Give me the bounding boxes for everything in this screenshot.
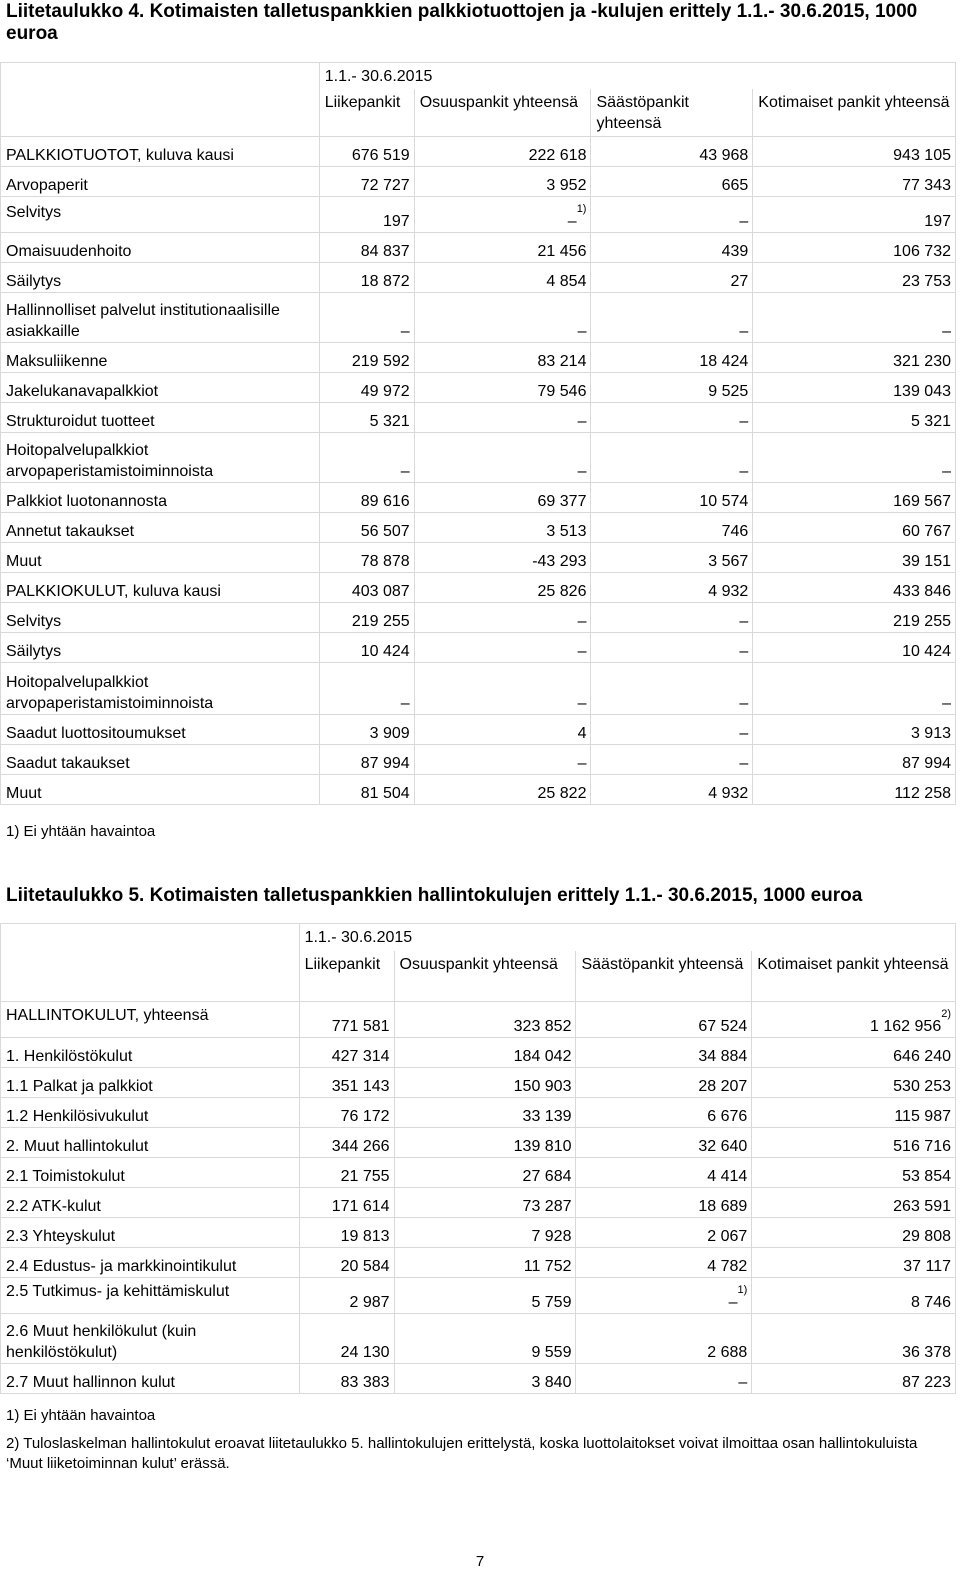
cell: 516 716	[752, 1128, 956, 1158]
row-label: 2.6 Muut henkilökulut (kuin henkilöstökulut)	[1, 1314, 300, 1364]
cell: 4 932	[591, 573, 753, 603]
cell: 5 759	[394, 1278, 576, 1314]
row-label: Annetut takaukset	[1, 513, 320, 543]
cell: 10 424	[319, 633, 414, 663]
cell: 219 592	[319, 343, 414, 373]
table-row	[1, 1364, 956, 1394]
cell: –	[414, 603, 591, 633]
cell: 433 846	[753, 573, 956, 603]
row-label: Maksuliikenne	[1, 343, 320, 373]
cell: 21 755	[299, 1158, 394, 1188]
row-label: PALKKIOKULUT, kuluva kausi	[1, 573, 320, 603]
cell: 87 994	[753, 745, 956, 775]
cell: 27 684	[394, 1158, 576, 1188]
table4-footnote: 1) Ei yhtään havaintoa	[6, 823, 156, 840]
cell: 6 676	[576, 1098, 752, 1128]
cell: 25 822	[414, 775, 591, 805]
cell: 1 162 956$^{2)}$	[752, 1002, 956, 1038]
cell: 39 151	[753, 543, 956, 573]
cell: 84 837	[319, 233, 414, 263]
cell: 28 207	[576, 1068, 752, 1098]
table5-footnote-2: 2) Tuloslaskelman hallintokulut eroavat liitetaulukko 5. hallintokulujen erittelystä, koska luottolaitokset voivat ilmoittaa osan hallintokuluista ‘Muut liiketoiminnan kulut’ erässä.	[6, 1435, 918, 1472]
cell: 219 255	[753, 603, 956, 633]
cell: 2 067	[576, 1218, 752, 1248]
cell: 2 987	[299, 1278, 394, 1314]
cell: 87 223	[752, 1364, 956, 1394]
footnote-mark: 2)	[941, 1008, 951, 1020]
table5-title: Liitetaulukko 5. Kotimaisten talletuspankkien hallintokulujen erittely 1.1.- 30.6.2015, 1000 euroa	[6, 885, 863, 906]
cell: 5 321	[319, 403, 414, 433]
row-label: Saadut luottositoumukset	[1, 715, 320, 745]
cell: 76 172	[299, 1098, 394, 1128]
table-row	[1, 167, 956, 197]
cell: 87 994	[319, 745, 414, 775]
cell: 36 378	[752, 1314, 956, 1364]
table5-footnote-1: 1) Ei yhtään havaintoa	[6, 1407, 156, 1424]
row-label: Selvitys	[1, 603, 320, 633]
table-row	[1, 1218, 956, 1248]
cell: 49 972	[319, 373, 414, 403]
cell: –	[591, 293, 753, 343]
table4-corner	[1, 63, 320, 89]
cell: –	[591, 715, 753, 745]
table-row	[1, 403, 956, 433]
cell: 197	[753, 197, 956, 233]
cell: 72 727	[319, 167, 414, 197]
row-label: 2.7 Muut hallinnon kulut	[1, 1364, 300, 1394]
row-label: Säilytys	[1, 263, 320, 293]
cell: 3 909	[319, 715, 414, 745]
cell: –	[591, 433, 753, 483]
page-number: 7	[475, 1553, 485, 1570]
row-label: 2.3 Yhteyskulut	[1, 1218, 300, 1248]
table-row	[1, 633, 956, 663]
row-label: Muut	[1, 775, 320, 805]
table5-corner	[1, 924, 300, 951]
row-label: Omaisuudenhoito	[1, 233, 320, 263]
cell: 83 383	[299, 1364, 394, 1394]
cell: 10 574	[591, 483, 753, 513]
cell: 9 559	[394, 1314, 576, 1364]
cell: –	[414, 745, 591, 775]
cell: –	[753, 293, 956, 343]
table-row	[1, 1038, 956, 1068]
cell: 3 913	[753, 715, 956, 745]
table-row	[1, 513, 956, 543]
cell: 29 808	[752, 1218, 956, 1248]
row-label: PALKKIOTUOTOT, kuluva kausi	[1, 137, 320, 167]
row-label: Säilytys	[1, 633, 320, 663]
cell: –	[753, 663, 956, 715]
row-label: Arvopaperit	[1, 167, 320, 197]
row-label: Muut	[1, 543, 320, 573]
cell: –	[414, 403, 591, 433]
cell: –	[591, 403, 753, 433]
row-label: Selvitys	[1, 197, 320, 233]
cell: 37 117	[752, 1248, 956, 1278]
cell: 79 546	[414, 373, 591, 403]
row-label: Saadut takaukset	[1, 745, 320, 775]
row-label: 2.1 Toimistokulut	[1, 1158, 300, 1188]
cell: –$^{1)}$	[576, 1278, 752, 1314]
cell: 89 616	[319, 483, 414, 513]
cell: 18 872	[319, 263, 414, 293]
table-row	[1, 1158, 956, 1188]
row-label: Strukturoidut tuotteet	[1, 403, 320, 433]
table4-period: 1.1.- 30.6.2015	[319, 63, 955, 89]
row-label: 1. Henkilöstökulut	[1, 1038, 300, 1068]
table-row	[1, 1002, 956, 1038]
cell: –	[414, 633, 591, 663]
cell: 184 042	[394, 1038, 576, 1068]
cell: 323 852	[394, 1002, 576, 1038]
cell: 21 456	[414, 233, 591, 263]
cell: 3 567	[591, 543, 753, 573]
cell: 69 377	[414, 483, 591, 513]
cell: –	[414, 663, 591, 715]
table-row	[1, 137, 956, 167]
cell: 3 840	[394, 1364, 576, 1394]
cell: 73 287	[394, 1188, 576, 1218]
cell: 56 507	[319, 513, 414, 543]
cell: 43 968	[591, 137, 753, 167]
table-row	[1, 663, 956, 715]
cell: 27	[591, 263, 753, 293]
cell: 19 813	[299, 1218, 394, 1248]
row-label: Hoitopalvelupalkkiot arvopaperistamistoiminnoista	[1, 433, 320, 483]
cell: 78 878	[319, 543, 414, 573]
cell: –	[414, 293, 591, 343]
cell: –	[319, 433, 414, 483]
cell: 115 987	[752, 1098, 956, 1128]
table5-col-header: Kotimaiset pankit yhteensä	[752, 951, 956, 1002]
cell: 32 640	[576, 1128, 752, 1158]
cell: 3 952	[414, 167, 591, 197]
cell: 77 343	[753, 167, 956, 197]
cell: 150 903	[394, 1068, 576, 1098]
table-row	[1, 483, 956, 513]
cell: 439	[591, 233, 753, 263]
cell: 321 230	[753, 343, 956, 373]
cell: 197	[319, 197, 414, 233]
cell: 222 618	[414, 137, 591, 167]
cell: –	[591, 603, 753, 633]
cell: 139 043	[753, 373, 956, 403]
table5-col-header: Osuuspankit yhteensä	[394, 951, 576, 1002]
cell: –	[576, 1364, 752, 1394]
row-label: HALLINTOKULUT, yhteensä	[1, 1002, 300, 1038]
row-label: Jakelukanavapalkkiot	[1, 373, 320, 403]
table5-col-header: Säästöpankit yhteensä	[576, 951, 752, 1002]
cell: 4 932	[591, 775, 753, 805]
cell: 771 581	[299, 1002, 394, 1038]
cell: 2 688	[576, 1314, 752, 1364]
cell: –	[591, 197, 753, 233]
table-row	[1, 233, 956, 263]
cell: 10 424	[753, 633, 956, 663]
cell: 646 240	[752, 1038, 956, 1068]
table-row	[1, 775, 956, 805]
table5-col-header: Liikepankit	[299, 951, 394, 1002]
cell: 427 314	[299, 1038, 394, 1068]
table-row	[1, 433, 956, 483]
cell: 943 105	[753, 137, 956, 167]
table4-col-header: Säästöpankit yhteensä	[591, 89, 753, 137]
cell: 8 746	[752, 1278, 956, 1314]
cell: –	[591, 633, 753, 663]
row-label: Palkkiot luotonannosta	[1, 483, 320, 513]
cell: 351 143	[299, 1068, 394, 1098]
table4-col-header: Osuuspankit yhteensä	[414, 89, 591, 137]
row-label: 2.2 ATK-kulut	[1, 1188, 300, 1218]
table-row	[1, 1128, 956, 1158]
table4-col-header: Kotimaiset pankit yhteensä	[753, 89, 956, 137]
table-row	[1, 603, 956, 633]
cell: 4 782	[576, 1248, 752, 1278]
table-row	[1, 1248, 956, 1278]
table-row	[1, 1068, 956, 1098]
cell: 24 130	[299, 1314, 394, 1364]
row-label: 2.5 Tutkimus- ja kehittämiskulut	[1, 1278, 300, 1314]
table-row	[1, 1098, 956, 1128]
cell: –	[319, 293, 414, 343]
cell: 9 525	[591, 373, 753, 403]
cell: 344 266	[299, 1128, 394, 1158]
cell: –	[591, 663, 753, 715]
cell: 4 414	[576, 1158, 752, 1188]
table5-period: 1.1.- 30.6.2015	[299, 924, 955, 951]
table4-col-header: Liikepankit	[319, 89, 414, 137]
cell: 20 584	[299, 1248, 394, 1278]
cell: -43 293	[414, 543, 591, 573]
cell: 34 884	[576, 1038, 752, 1068]
row-label: 1.2 Henkilösivukulut	[1, 1098, 300, 1128]
cell: 263 591	[752, 1188, 956, 1218]
table-row	[1, 745, 956, 775]
cell: –	[414, 433, 591, 483]
cell: 4 854	[414, 263, 591, 293]
cell: 25 826	[414, 573, 591, 603]
footnote-mark: 1)	[737, 1284, 748, 1296]
row-label: 2.4 Edustus- ja markkinointikulut	[1, 1248, 300, 1278]
table-row	[1, 715, 956, 745]
cell: 23 753	[753, 263, 956, 293]
cell: –	[591, 745, 753, 775]
cell: 106 732	[753, 233, 956, 263]
table-row	[1, 1314, 956, 1364]
cell: 139 810	[394, 1128, 576, 1158]
cell: –	[753, 433, 956, 483]
cell: 530 253	[752, 1068, 956, 1098]
commission-table	[0, 62, 956, 805]
cell: 219 255	[319, 603, 414, 633]
cell: 403 087	[319, 573, 414, 603]
cell: 18 689	[576, 1188, 752, 1218]
cell: 171 614	[299, 1188, 394, 1218]
cell: 676 519	[319, 137, 414, 167]
table-row	[1, 263, 956, 293]
cell: 83 214	[414, 343, 591, 373]
cell: 169 567	[753, 483, 956, 513]
cell: 5 321	[753, 403, 956, 433]
table-row	[1, 543, 956, 573]
cell: 7 928	[394, 1218, 576, 1248]
cell: 33 139	[394, 1098, 576, 1128]
table-row	[1, 573, 956, 603]
cell: 60 767	[753, 513, 956, 543]
cell: –	[319, 663, 414, 715]
row-label: 2. Muut hallintokulut	[1, 1128, 300, 1158]
table-row	[1, 1188, 956, 1218]
table-row	[1, 343, 956, 373]
cell: 18 424	[591, 343, 753, 373]
row-label: Hoitopalvelupalkkiot arvopaperistamistoiminnoista	[1, 663, 320, 715]
table-row	[1, 373, 956, 403]
cell: 81 504	[319, 775, 414, 805]
table-row	[1, 197, 956, 233]
cell: 4	[414, 715, 591, 745]
cell: 746	[591, 513, 753, 543]
row-label: 1.1 Palkat ja palkkiot	[1, 1068, 300, 1098]
cell: 11 752	[394, 1248, 576, 1278]
row-label: Hallinnolliset palvelut institutionaalisille asiakkaille	[1, 293, 320, 343]
cell: 112 258	[753, 775, 956, 805]
table-row	[1, 293, 956, 343]
cell: –$^{1)}$	[414, 197, 591, 233]
table-row	[1, 1278, 956, 1314]
cell: 3 513	[414, 513, 591, 543]
cell: 665	[591, 167, 753, 197]
admin-costs-table	[0, 923, 956, 1394]
cell: 67 524	[576, 1002, 752, 1038]
table4-title: Liitetaulukko 4. Kotimaisten talletuspankkien palkkiotuottojen ja -kulujen erittely 1.1.- 30.6.2015, 1000 euroa	[6, 1, 918, 44]
footnote-mark: 1)	[576, 203, 587, 215]
cell: 53 854	[752, 1158, 956, 1188]
